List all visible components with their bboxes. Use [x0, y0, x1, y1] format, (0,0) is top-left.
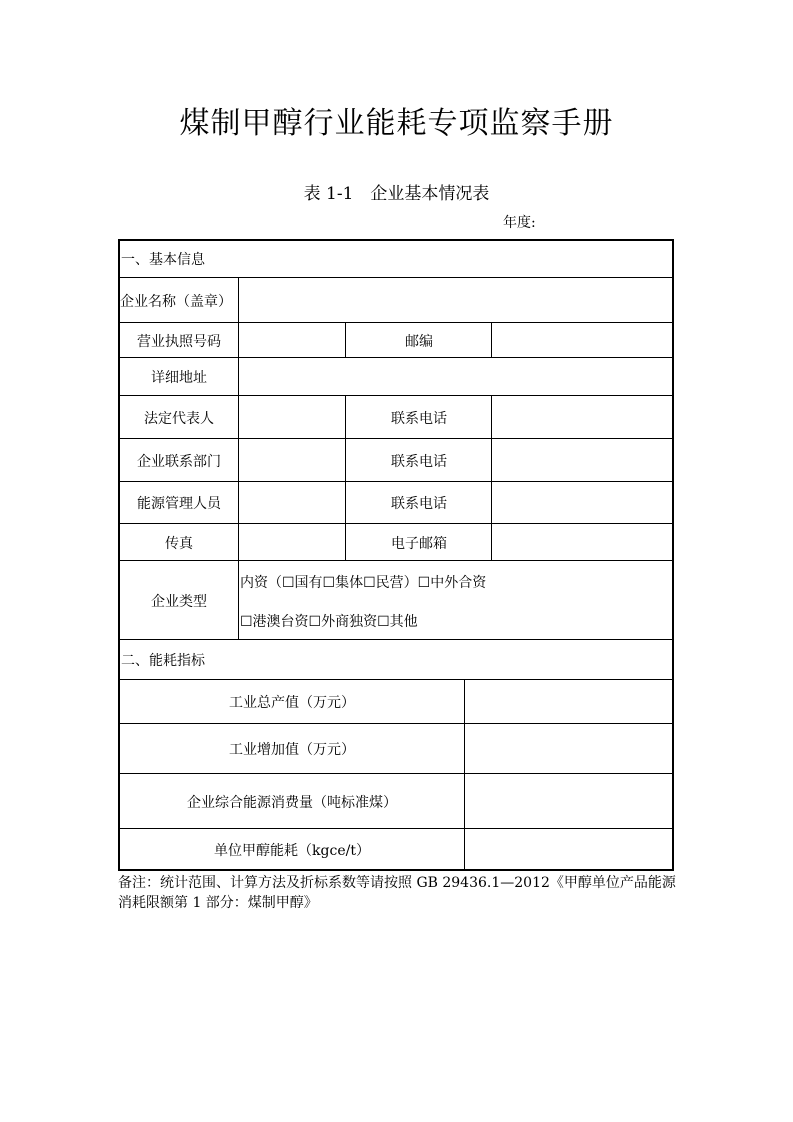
address-field[interactable] [240, 359, 672, 395]
row-divider [118, 395, 674, 396]
table-title: 表 1-1 企业基本情况表 [303, 184, 490, 204]
contact-dept-label: 企业联系部门 [137, 453, 221, 470]
license-no-field[interactable] [240, 324, 345, 357]
contact-dept-field[interactable] [240, 440, 345, 481]
company-name-field[interactable] [240, 279, 672, 322]
row-divider [118, 523, 674, 524]
row-divider [118, 639, 674, 640]
legal-rep-phone-field[interactable] [493, 397, 672, 438]
output-value-field[interactable] [466, 681, 672, 723]
document-title: 煤制甲醇行业能耗专项监察手册 [179, 106, 614, 141]
contact-dept-phone-field[interactable] [493, 440, 672, 481]
row-divider [118, 357, 674, 358]
email-field[interactable] [493, 525, 672, 560]
postcode-label: 邮编 [405, 333, 433, 350]
company-name-label: 企业名称（盖章） [120, 293, 232, 310]
row-divider [118, 773, 674, 774]
fax-label: 传真 [165, 535, 193, 552]
energy-consumption-field[interactable] [466, 775, 672, 828]
col-divider [491, 395, 492, 560]
energy-manager-phone-label: 联系电话 [391, 496, 447, 512]
row-divider [118, 723, 674, 724]
row-divider [118, 277, 674, 278]
address-label: 详细地址 [151, 370, 207, 386]
contact-dept-phone-label: 联系电话 [391, 453, 447, 470]
col-divider [238, 277, 239, 639]
row-divider [118, 828, 674, 829]
email-label: 电子邮箱 [391, 535, 447, 552]
row-divider [118, 322, 674, 323]
row-divider [118, 481, 674, 482]
section-energy-indicators: 二、能耗指标 [121, 653, 205, 669]
legal-rep-field[interactable] [240, 397, 345, 438]
license-no-label: 营业执照号码 [137, 333, 221, 350]
added-value-field[interactable] [466, 725, 672, 773]
fax-field[interactable] [240, 525, 345, 560]
row-divider [118, 560, 674, 561]
col-divider [491, 322, 492, 357]
company-type-label: 企业类型 [151, 593, 207, 610]
col-divider [345, 395, 346, 560]
postcode-field[interactable] [493, 324, 672, 357]
energy-manager-phone-field[interactable] [493, 483, 672, 523]
year-label: 年度: [503, 215, 536, 231]
output-value-label: 工业总产值（万元） [229, 695, 355, 711]
energy-manager-field[interactable] [240, 483, 345, 523]
legal-rep-label: 法定代表人 [144, 410, 214, 427]
added-value-label: 工业增加值（万元） [229, 742, 355, 758]
unit-energy-label: 单位甲醇能耗（kgce/t） [214, 842, 370, 859]
energy-manager-label: 能源管理人员 [137, 496, 221, 512]
unit-energy-field[interactable] [466, 830, 672, 869]
footnote: 备注：统计范围、计算方法及折标系数等请按照 GB 29436.1—2012《甲醇单位产品能源消耗限额第 1 部分：煤制甲醇》 [118, 875, 676, 911]
row-divider [118, 679, 674, 680]
col-divider [345, 322, 346, 357]
energy-consumption-label: 企业综合能源消费量（吨标准煤） [187, 794, 397, 811]
company-type-options-line2[interactable]: ☐港澳台资☐外商独资☐其他 [240, 614, 418, 630]
section-basic-info: 一、基本信息 [121, 252, 205, 268]
company-type-options-line1[interactable]: 内资（☐国有☐集体☐民营）☐中外合资 [240, 575, 487, 591]
legal-rep-phone-label: 联系电话 [391, 410, 447, 427]
col-divider [464, 679, 465, 871]
row-divider [118, 438, 674, 439]
